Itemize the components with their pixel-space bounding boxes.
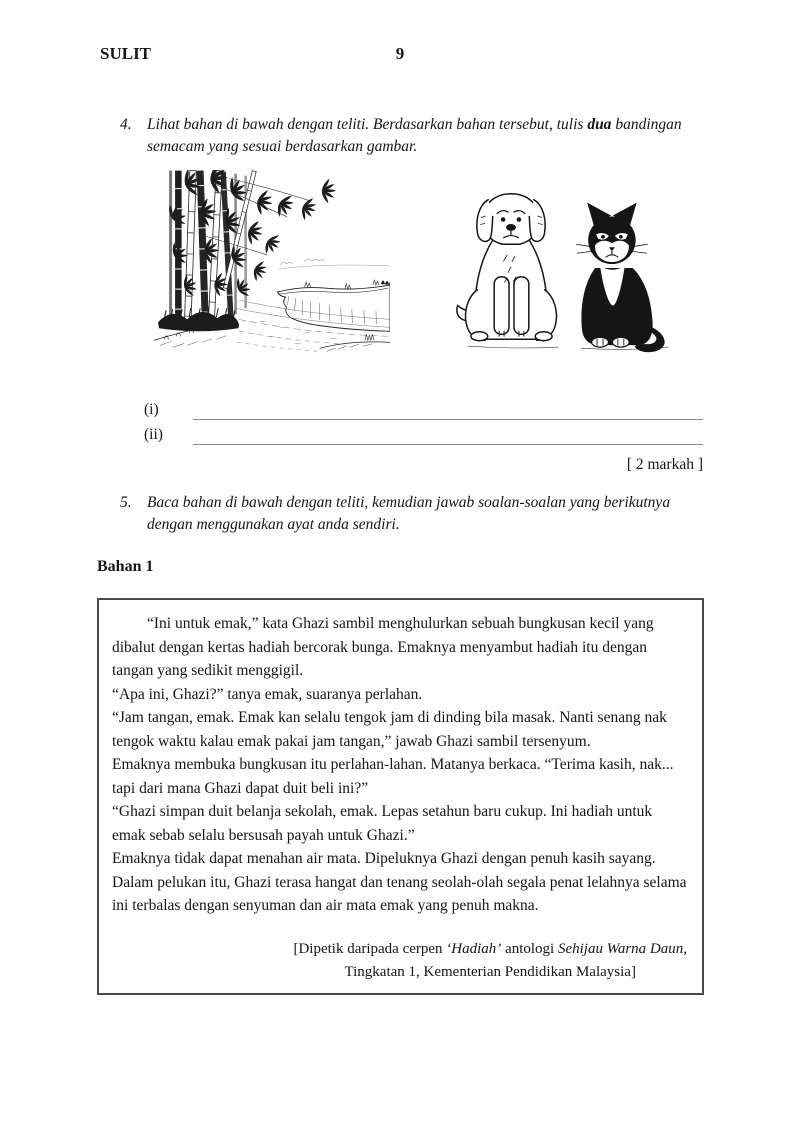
dog-and-cat-illustration (436, 172, 680, 360)
attribution-line-1 (293, 938, 687, 961)
answer-row-i (144, 398, 703, 420)
question-4-text (147, 114, 692, 158)
passage-paragraph: Emaknya membuka bungkusan itu perlahan-lahan. Matanya berkaca. “Terima kasih, nak... tapi dari mana Ghazi dapat duit beli ini?” (112, 756, 674, 797)
attribution-part2: antologi (501, 940, 558, 957)
question-4-text-after: bandingan semacam yang sesuai berdasarkan gambar. (147, 116, 682, 155)
answer-label-i: (i) (144, 401, 159, 418)
attribution-line-2: Tingkatan 1, Kementerian Pendidikan Malaysia] (344, 963, 636, 980)
answer-line-ii (193, 425, 703, 445)
figure-bamboo-river (154, 170, 390, 362)
question-4 (120, 114, 705, 158)
question-4-text-before: Lihat bahan di bawah dengan teliti. Berdasarkan bahan tersebut, tulis (147, 116, 588, 133)
attribution-story-title: ‘Hadiah’ (446, 940, 502, 957)
question-5 (120, 492, 705, 536)
figure-dog-cat (436, 172, 680, 360)
answer-row-ii (144, 423, 703, 445)
attribution-part3: , (683, 940, 687, 957)
page-number: 9 (395, 44, 405, 63)
marks-label: [ 2 markah ] (626, 456, 703, 473)
answer-label-ii: (ii) (144, 426, 163, 443)
classification-label: SULIT (100, 44, 152, 63)
passage-attribution (293, 938, 687, 984)
cat-illustration (576, 203, 664, 353)
passage-box (97, 598, 704, 995)
horizon (279, 259, 390, 269)
answer-line-i (193, 400, 703, 420)
question-5-number: 5. (120, 494, 132, 511)
question-5-text: Baca bahan di bawah dengan teliti, kemudian jawab soalan-soalan yang berikutnya dengan menggunakan ayat anda sendiri. (147, 494, 671, 533)
dog-illustration (457, 194, 557, 341)
attribution-part1: [Dipetik daripada cerpen (293, 940, 447, 957)
passage-paragraph: “Ini untuk emak,” kata Ghazi sambil menghulurkan sebuah bungkusan kecil yang dibalut dengan kertas hadiah bercorak bunga. Emaknya menyambut hadiah itu dengan tangan yang sedikit menggigil. (112, 615, 654, 679)
bamboo-river-illustration (154, 170, 390, 362)
passage-paragraph: “Jam tangan, emak. Emak kan selalu tengok jam di dinding bila masak. Nanti senang nak tengok waktu kalau emak pakai jam tangan,” jawab Ghazi sambil tersenyum. (112, 709, 667, 750)
question-4-number: 4. (120, 116, 132, 133)
attribution-anthology-title: Sehijau Warna Daun (557, 940, 684, 957)
passage-paragraph: “Apa ini, Ghazi?” tanya emak, suaranya perlahan. (112, 685, 423, 703)
passage-paragraph: “Ghazi simpan duit belanja sekolah, emak. Lepas setahun baru cukup. Ini hadiah untuk emak sebab selalu bersusah payah untuk Ghazi.” (112, 803, 653, 844)
bahan-1-label: Bahan 1 (97, 558, 154, 575)
cliff-bank (278, 280, 390, 331)
question-4-bold-word: dua (587, 116, 612, 133)
passage-paragraph: Emaknya tidak dapat menahan air mata. Dipeluknya Ghazi dengan penuh kasih sayang. Dalam pelukan itu, Ghazi terasa hangat dan tenang seolah-olah segala penat lelahnya selama ini terbalas dengan senyuman dan air mata emak yang penuh makna. (112, 850, 687, 914)
